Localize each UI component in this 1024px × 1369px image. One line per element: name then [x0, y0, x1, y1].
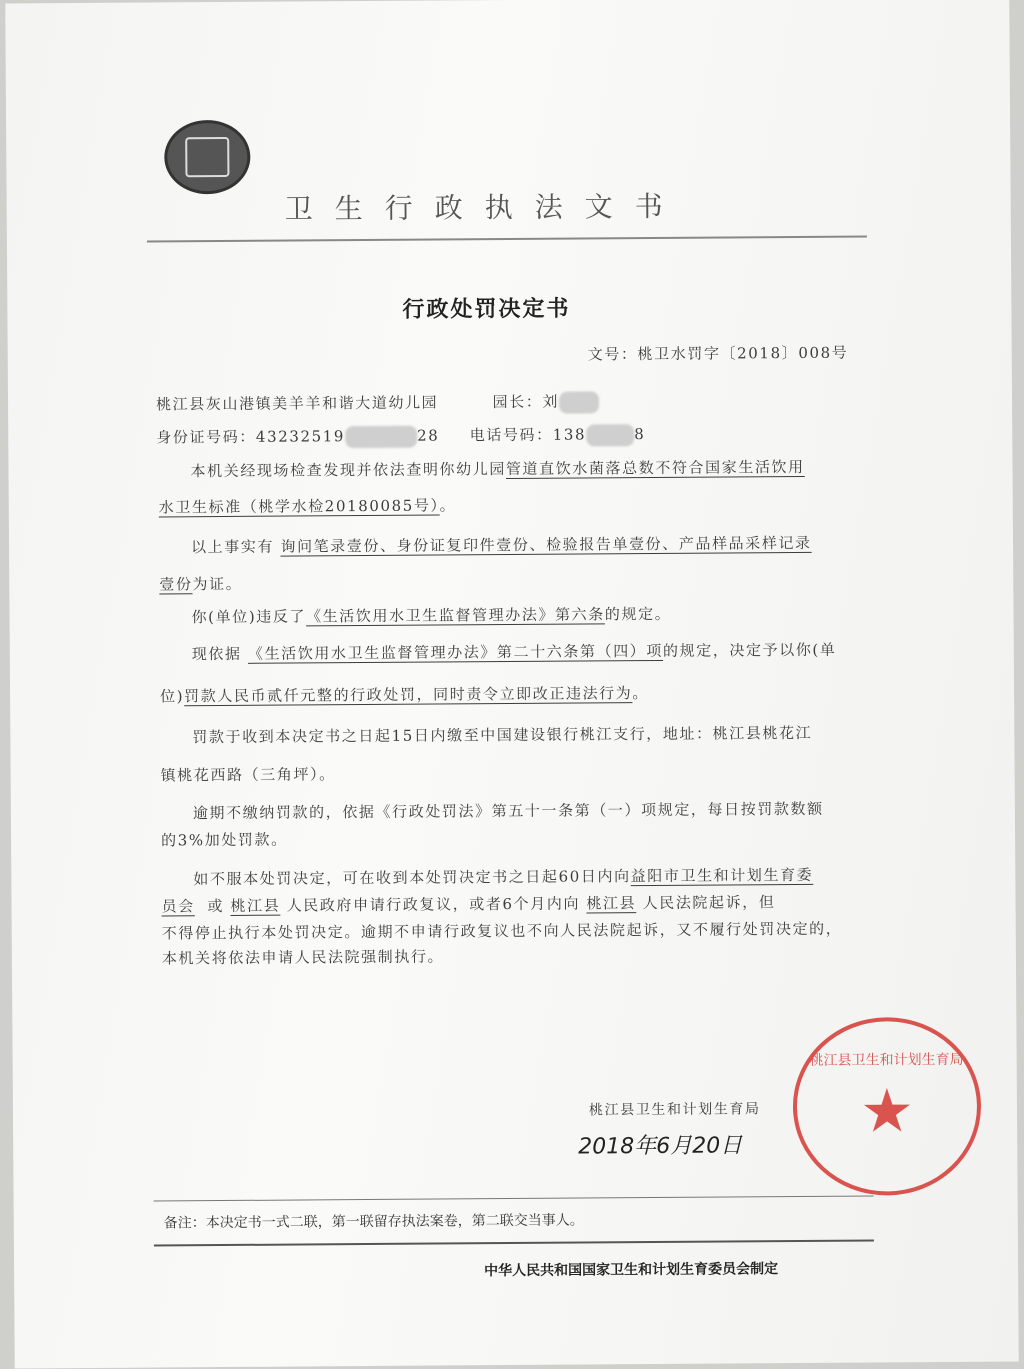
star-icon: ★: [859, 1076, 915, 1147]
paragraph-appeal-line2: [161, 891, 775, 916]
director-label: 园长：: [492, 392, 543, 412]
document-page: [5, 0, 1019, 1368]
text: 以上事实有: [190, 537, 275, 557]
underlined-text: 益阳市卫生和计划生育委: [630, 865, 814, 886]
paragraph-payment-cont: 镇桃花西路（三角坪）。: [160, 765, 336, 785]
text: 现依据: [191, 644, 242, 664]
underlined-text: 壹份: [159, 575, 193, 594]
underlined-text: 桃江县: [586, 894, 637, 913]
id-label: 身份证号码：: [156, 427, 256, 447]
phone-label: 电话号码：: [469, 425, 553, 445]
official-red-seal: [792, 1017, 981, 1196]
paragraph-appeal-line3: 不得停止执行本处罚决定。逾期不申请行政复议也不向人民法院起诉，又不履行处罚决定的，: [161, 919, 843, 943]
header-title: 卫生行政执法文书: [284, 189, 685, 226]
paragraph-appeal: [193, 864, 813, 889]
text: 位): [160, 687, 185, 706]
paragraph-evidence: [191, 532, 812, 557]
text: 。: [632, 684, 650, 703]
director-name: 刘: [542, 392, 560, 411]
redaction: [586, 424, 634, 446]
paragraph-decision: [192, 639, 837, 665]
text: 。: [439, 496, 457, 515]
underlined-text: 管道直饮水菌落总数不符合国家生活饮用: [505, 457, 805, 479]
paragraph-appeal-line4: 本机关将依法申请人民法院强制执行。: [161, 947, 445, 968]
redaction: [559, 391, 599, 413]
document-number: 文号：桃卫水罚字〔2018〕008号: [587, 343, 849, 364]
redaction: [345, 426, 417, 449]
underlined-text: 《生活饮用水卫生监督管理办法》第六条: [305, 605, 605, 626]
text: 或: [207, 897, 225, 916]
underlined-text: 《生活饮用水卫生监督管理办法》第二十六条第（四）项: [247, 641, 664, 663]
underlined-text: 罚款人民币贰仟元整的行政处罚，同时责令立即改正违法行为: [184, 684, 633, 706]
text: 人民法院起诉，但: [642, 893, 776, 913]
text: 的规定，决定予以你(单: [662, 640, 837, 660]
paragraph-findings-cont: [159, 494, 457, 517]
document-title: 行政处罚决定书: [402, 296, 571, 323]
id-suffix: 28: [416, 426, 440, 445]
issuing-authority: 桃江县卫生和计划生育局: [588, 1101, 761, 1119]
underlined-text: 询问笔录壹份、身份证复印件壹份、检验报告单壹份、产品样品采样记录: [280, 533, 812, 556]
underlined-text: 水卫生标准（桃学水检20180085号）: [158, 496, 440, 517]
text: 如不服本处罚决定，可在收到本处罚决定书之日起60日内向: [193, 867, 631, 889]
text: 人民政府申请行政复议，或者6个月内向: [286, 894, 581, 915]
paragraph-decision-cont: [160, 682, 649, 706]
paragraph-findings: [190, 456, 804, 481]
header-divider: [147, 236, 867, 243]
phone-prefix: 138: [552, 425, 587, 444]
text: 为证。: [192, 574, 243, 594]
seal-text: 桃江县卫生和计划生育局: [809, 1051, 964, 1069]
paragraph-late-fee-cont: 的3%加处罚款。: [161, 830, 288, 850]
text: 你(单位)违反了: [191, 607, 307, 627]
paragraph-evidence-cont: [159, 573, 242, 595]
paragraph-payment: 罚款于收到本决定书之日起15日内缴至中国建设银行桃江支行，地址：桃江县桃花江: [192, 723, 813, 747]
handwritten-date: 2018年6月20日: [578, 1133, 743, 1160]
id-prefix: 43232519: [255, 427, 346, 446]
footer-maker: 中华人民共和国国家卫生和计划生育委员会制定: [484, 1261, 779, 1280]
paragraph-late-fee: 逾期不缴纳罚款的，依据《行政处罚法》第五十一条第（一）项规定，每日按罚款数额: [192, 799, 824, 823]
party-id-line: [156, 423, 645, 449]
text: 本机关经现场检查发现并依法查明你幼儿园: [190, 460, 506, 481]
note-bottom-divider: [154, 1239, 874, 1246]
underlined-text: 桃江县: [230, 896, 281, 915]
footer-note: 备注：本决定书一式二联，第一联留存执法案卷，第二联交当事人。: [163, 1212, 584, 1232]
text: 的规定。: [604, 604, 672, 624]
party-name: 桃江县灰山港镇美羊羊和谐大道幼儿园: [155, 393, 439, 414]
underlined-text: 员会: [161, 897, 195, 916]
national-health-emblem-icon: [164, 120, 251, 195]
phone-suffix: 8: [634, 425, 646, 444]
party-name-line: [156, 390, 599, 416]
note-top-divider: [154, 1195, 874, 1201]
paragraph-violation: [191, 603, 671, 627]
